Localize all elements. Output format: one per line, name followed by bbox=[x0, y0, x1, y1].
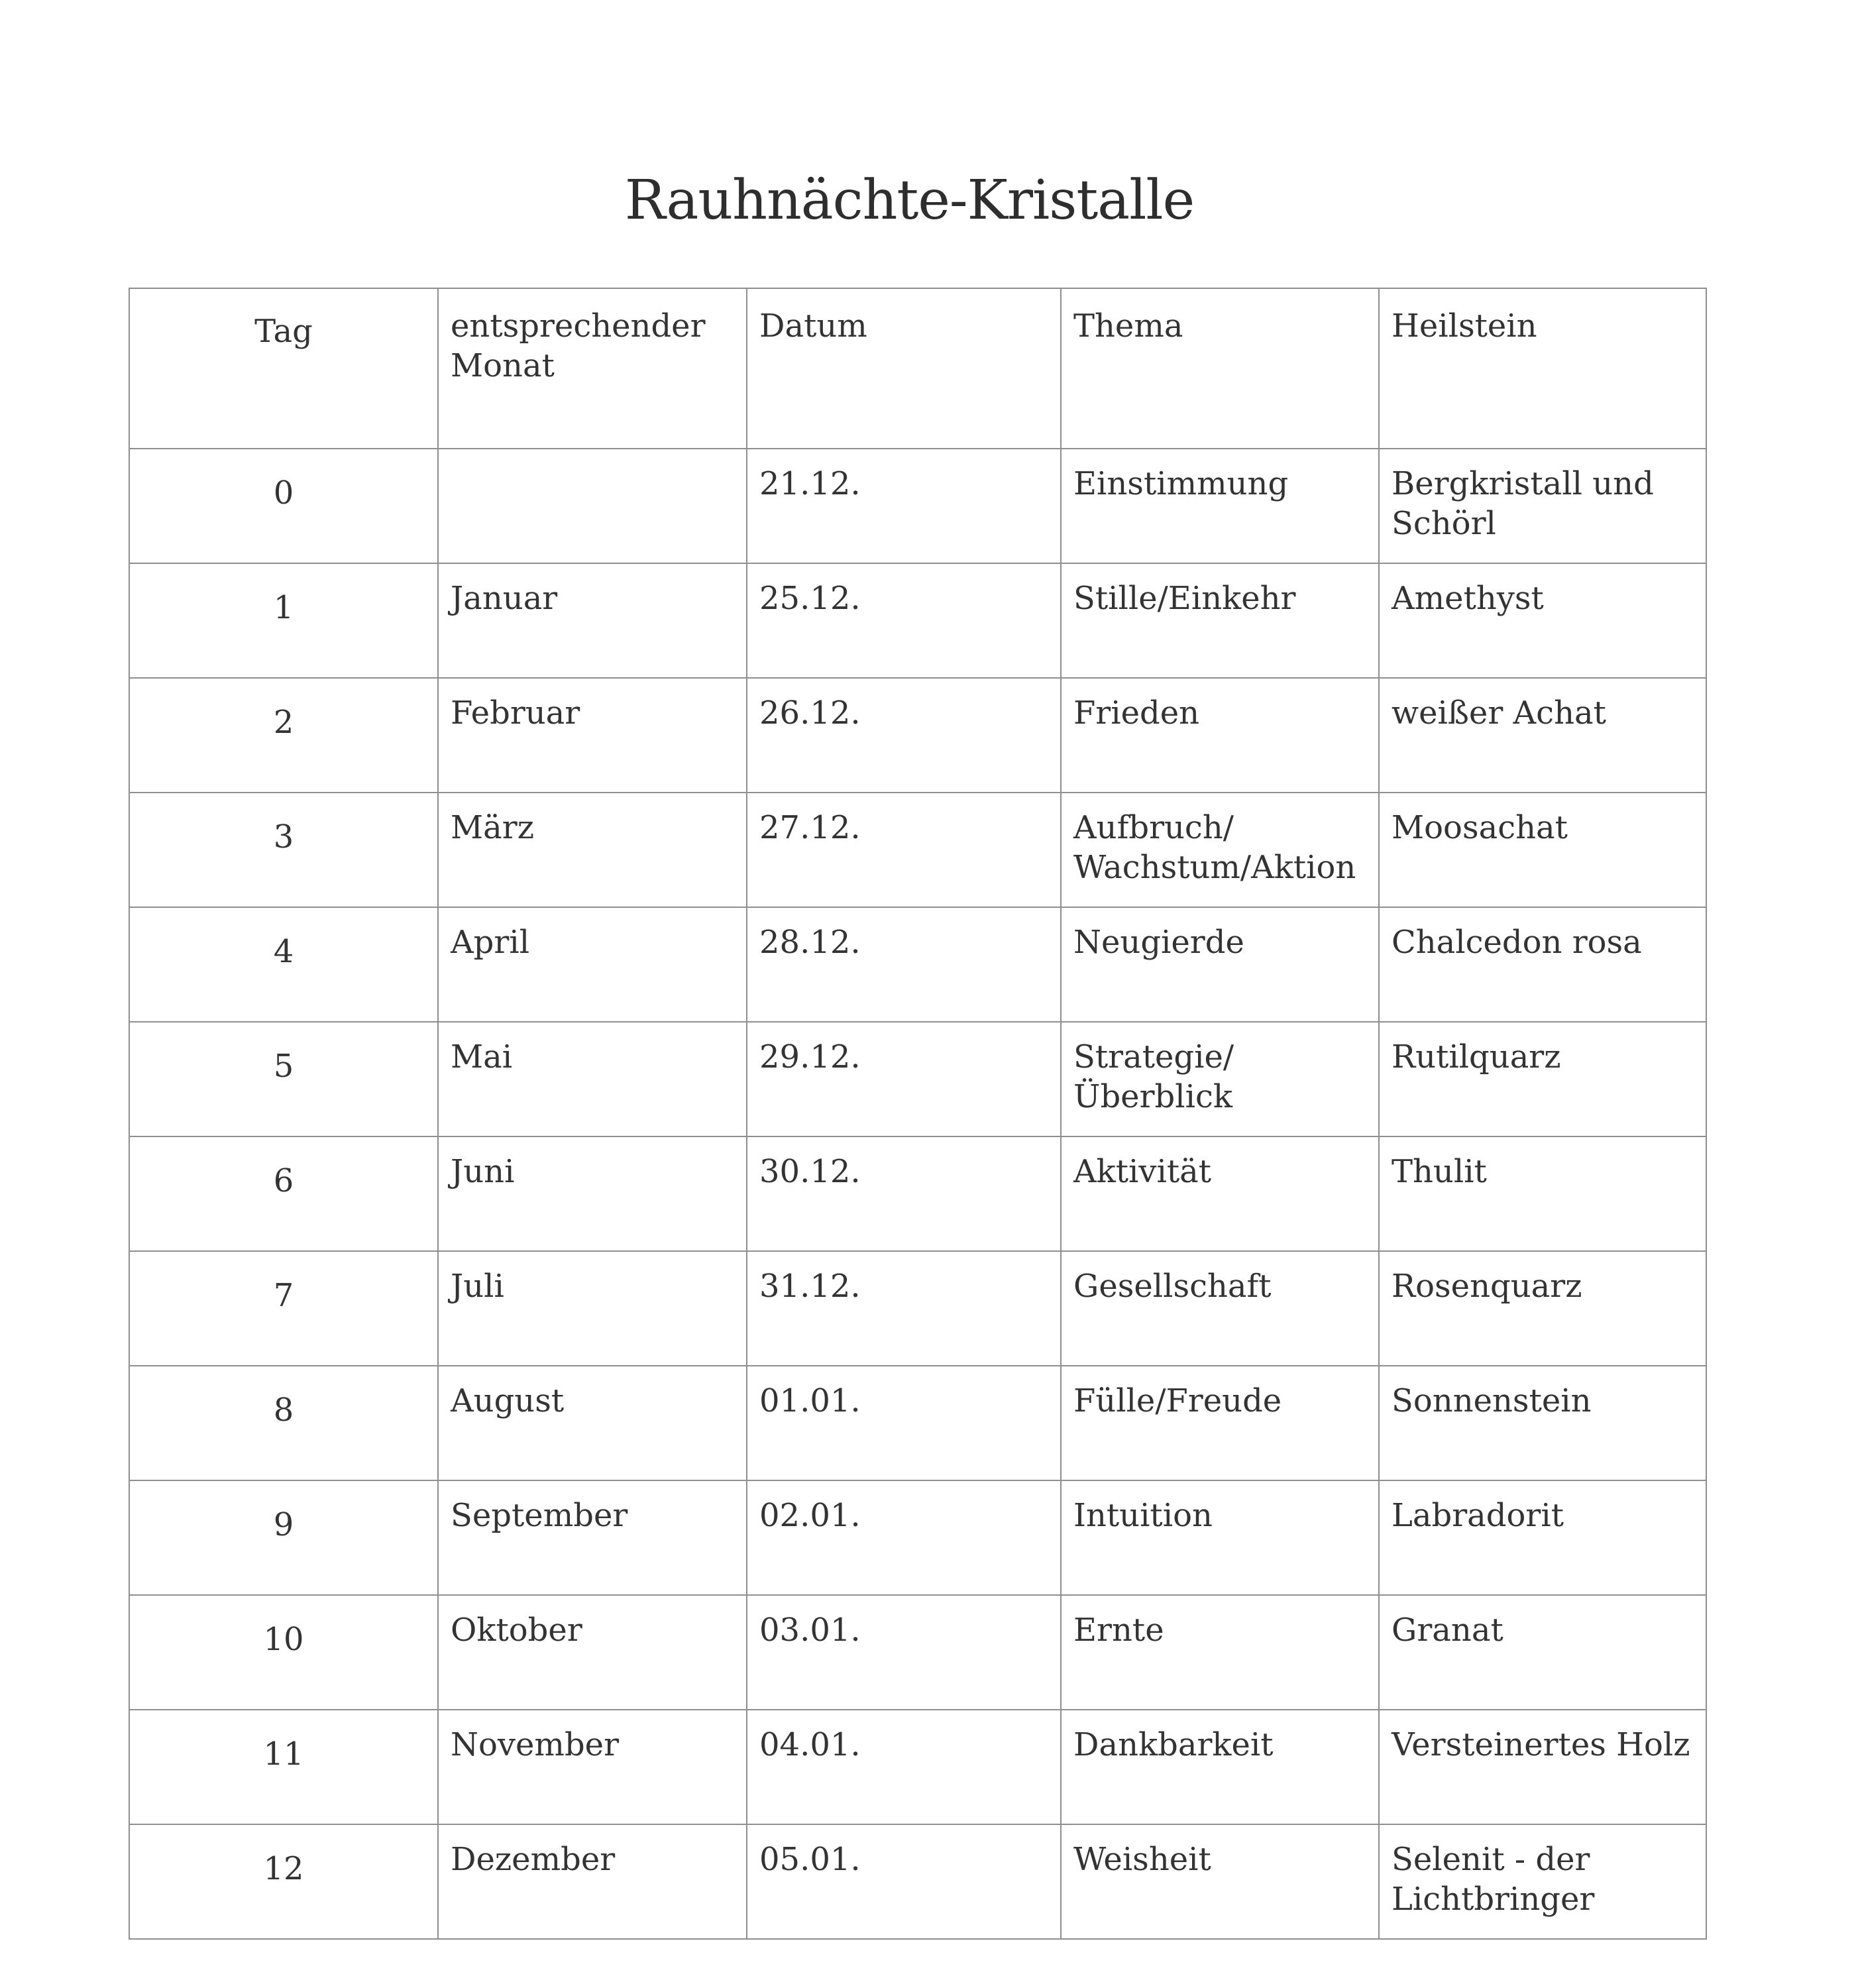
cell-heilstein: Rosenquarz bbox=[1379, 1251, 1706, 1366]
table-row bbox=[129, 1480, 1706, 1595]
table-row bbox=[129, 1251, 1706, 1366]
cell-thema: Stille/Einkehr bbox=[1061, 563, 1379, 678]
cell-datum: 30.12. bbox=[747, 1136, 1061, 1251]
cell-datum: 04.01. bbox=[747, 1710, 1061, 1824]
cell-thema: Ernte bbox=[1061, 1595, 1379, 1710]
cell-monat: November bbox=[438, 1710, 747, 1824]
cell-thema: Aktivität bbox=[1061, 1136, 1379, 1251]
cell-tag: 5 bbox=[129, 1022, 438, 1136]
cell-heilstein: Chalcedon rosa bbox=[1379, 907, 1706, 1022]
table-row bbox=[129, 907, 1706, 1022]
header-thema: Thema bbox=[1061, 288, 1379, 449]
cell-datum: 26.12. bbox=[747, 678, 1061, 793]
cell-datum: 27.12. bbox=[747, 793, 1061, 907]
cell-monat: September bbox=[438, 1480, 747, 1595]
cell-monat: Dezember bbox=[438, 1824, 747, 1939]
table-row bbox=[129, 793, 1706, 907]
table-row bbox=[129, 449, 1706, 563]
cell-thema: Aufbruch/ Wachstum/Aktion bbox=[1061, 793, 1379, 907]
table-row bbox=[129, 1824, 1706, 1939]
cell-datum: 03.01. bbox=[747, 1595, 1061, 1710]
cell-thema: Intuition bbox=[1061, 1480, 1379, 1595]
header-datum: Datum bbox=[747, 288, 1061, 449]
cell-monat: Februar bbox=[438, 678, 747, 793]
table-row bbox=[129, 1710, 1706, 1824]
crystal-table bbox=[129, 288, 1707, 1940]
cell-datum: 28.12. bbox=[747, 907, 1061, 1022]
cell-heilstein: Thulit bbox=[1379, 1136, 1706, 1251]
page-title: Rauhnächte-Kristalle bbox=[624, 169, 1195, 232]
cell-thema: Frieden bbox=[1061, 678, 1379, 793]
cell-monat: Januar bbox=[438, 563, 747, 678]
header-tag: Tag bbox=[129, 288, 438, 449]
cell-datum: 21.12. bbox=[747, 449, 1061, 563]
cell-heilstein: Rutilquarz bbox=[1379, 1022, 1706, 1136]
cell-monat: Juni bbox=[438, 1136, 747, 1251]
cell-datum: 25.12. bbox=[747, 563, 1061, 678]
cell-heilstein: Granat bbox=[1379, 1595, 1706, 1710]
cell-thema: Strategie/Überblick bbox=[1061, 1022, 1379, 1136]
table-row bbox=[129, 1366, 1706, 1480]
cell-tag: 6 bbox=[129, 1136, 438, 1251]
cell-tag: 9 bbox=[129, 1480, 438, 1595]
cell-datum: 29.12. bbox=[747, 1022, 1061, 1136]
table-row bbox=[129, 678, 1706, 793]
cell-tag: 7 bbox=[129, 1251, 438, 1366]
cell-tag: 10 bbox=[129, 1595, 438, 1710]
cell-heilstein: Sonnenstein bbox=[1379, 1366, 1706, 1480]
cell-heilstein: weißer Achat bbox=[1379, 678, 1706, 793]
cell-heilstein: Versteinertes Holz bbox=[1379, 1710, 1706, 1824]
cell-datum: 02.01. bbox=[747, 1480, 1061, 1595]
header-heilstein: Heilstein bbox=[1379, 288, 1706, 449]
table-header-row bbox=[129, 288, 1706, 449]
cell-datum: 01.01. bbox=[747, 1366, 1061, 1480]
table-row bbox=[129, 1595, 1706, 1710]
cell-thema: Dankbarkeit bbox=[1061, 1710, 1379, 1824]
cell-heilstein: Bergkristall und Schörl bbox=[1379, 449, 1706, 563]
cell-thema: Weisheit bbox=[1061, 1824, 1379, 1939]
cell-monat: August bbox=[438, 1366, 747, 1480]
cell-thema: Neugierde bbox=[1061, 907, 1379, 1022]
cell-monat: April bbox=[438, 907, 747, 1022]
cell-datum: 31.12. bbox=[747, 1251, 1061, 1366]
cell-monat: Mai bbox=[438, 1022, 747, 1136]
cell-thema: Gesellschaft bbox=[1061, 1251, 1379, 1366]
cell-datum: 05.01. bbox=[747, 1824, 1061, 1939]
cell-monat bbox=[438, 449, 747, 563]
cell-tag: 1 bbox=[129, 563, 438, 678]
table-row bbox=[129, 563, 1706, 678]
cell-heilstein: Moosachat bbox=[1379, 793, 1706, 907]
cell-heilstein: Amethyst bbox=[1379, 563, 1706, 678]
header-monat: entsprechender Monat bbox=[438, 288, 747, 449]
cell-heilstein: Selenit - der Lichtbringer bbox=[1379, 1824, 1706, 1939]
cell-tag: 8 bbox=[129, 1366, 438, 1480]
cell-tag: 4 bbox=[129, 907, 438, 1022]
cell-tag: 0 bbox=[129, 449, 438, 563]
cell-monat: März bbox=[438, 793, 747, 907]
table-row bbox=[129, 1136, 1706, 1251]
cell-heilstein: Labradorit bbox=[1379, 1480, 1706, 1595]
cell-thema: Einstimmung bbox=[1061, 449, 1379, 563]
cell-monat: Oktober bbox=[438, 1595, 747, 1710]
cell-tag: 11 bbox=[129, 1710, 438, 1824]
cell-tag: 12 bbox=[129, 1824, 438, 1939]
cell-thema: Fülle/Freude bbox=[1061, 1366, 1379, 1480]
cell-tag: 2 bbox=[129, 678, 438, 793]
cell-tag: 3 bbox=[129, 793, 438, 907]
table-row bbox=[129, 1022, 1706, 1136]
cell-monat: Juli bbox=[438, 1251, 747, 1366]
